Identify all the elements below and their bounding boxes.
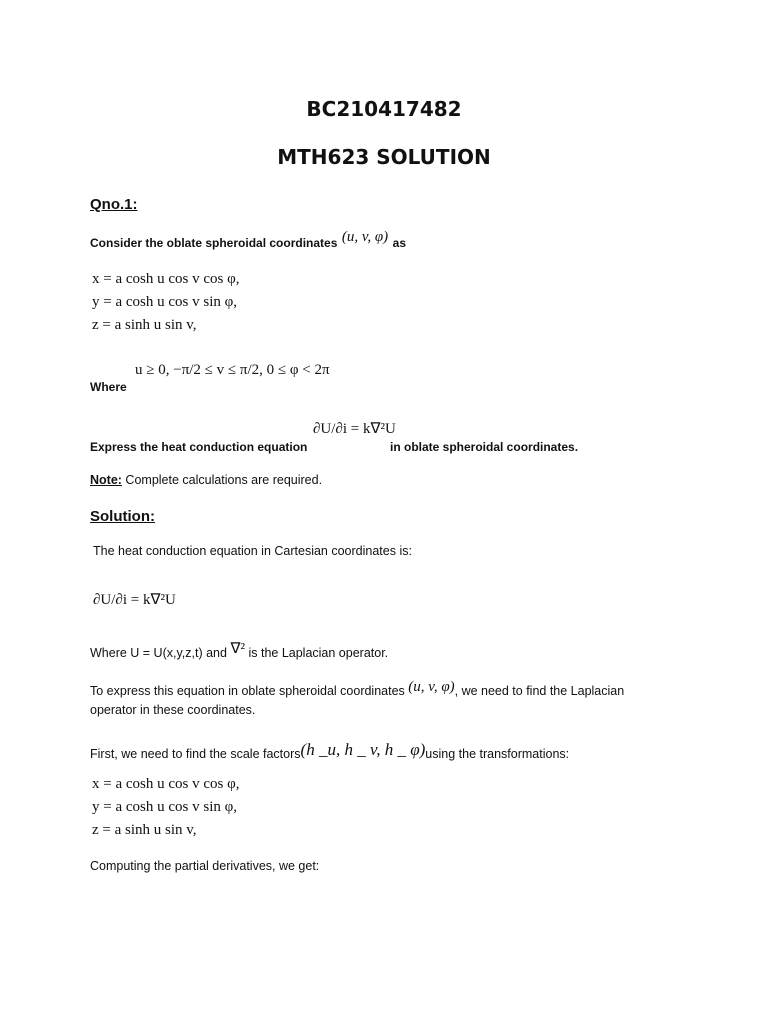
- solution-line2-a: Where U = U(x,y,z,t) and: [90, 646, 227, 660]
- note-text: Complete calculations are required.: [121, 473, 323, 487]
- solution-heat-equation: ∂U/∂i = k∇²U: [93, 592, 176, 608]
- solution-coords: (u, v, φ): [408, 679, 455, 695]
- scale-factors: (h _u, h _ v, h _ φ): [300, 740, 426, 759]
- question-equation-x: x = a cosh u cos v cos φ,: [92, 271, 240, 287]
- question-label: Qno.1:: [90, 196, 138, 213]
- express-text: Express the heat conduction equation: [90, 440, 308, 454]
- where-label: Where: [90, 380, 127, 394]
- solution-line4-a: First, we need to find the scale factors: [90, 747, 301, 761]
- solution-line1: The heat conduction equation in Cartesian coordinates is:: [93, 544, 412, 558]
- page-title: MTH623 SOLUTION: [277, 145, 491, 169]
- solution-label: Solution:: [90, 508, 155, 525]
- solution-line4: [90, 740, 570, 763]
- question-intro: [90, 229, 406, 252]
- solution-line3-b: , we need to find the Laplacian: [454, 684, 625, 698]
- question-equation-y: y = a cosh u cos v sin φ,: [92, 294, 238, 310]
- student-id: BC210417482: [306, 97, 462, 121]
- solution-line3: [90, 679, 625, 700]
- solution-line2: [90, 643, 388, 662]
- solution-line4-b: using the transformations:: [425, 747, 570, 761]
- solution-equations: [92, 773, 240, 842]
- solution-line3-a: To express this equation in oblate spheroidal coordinates: [90, 684, 405, 698]
- question-heat-equation: ∂U/∂i = k∇²U: [313, 421, 396, 437]
- question-equation-z: z = a sinh u sin v,: [92, 317, 197, 333]
- where-condition: u ≥ 0, −π/2 ≤ v ≤ π/2, 0 ≤ φ < 2π: [135, 362, 330, 378]
- nabla-symbol: ∇²: [230, 641, 245, 657]
- solution-equation-x: x = a cosh u cos v cos φ,: [92, 776, 240, 792]
- express-suffix: in oblate spheroidal coordinates.: [390, 440, 579, 454]
- question-equations: [92, 268, 240, 337]
- express-suffix-text: in oblate spheroidal coordinates: [390, 440, 575, 454]
- note-label: Note:: [90, 473, 122, 487]
- note: [90, 473, 322, 487]
- solution-line2-b: is the Laplacian operator.: [248, 646, 389, 660]
- question-coords: (u, v, φ): [341, 229, 389, 245]
- solution-line5: Computing the partial derivatives, we get:: [90, 859, 320, 873]
- solution-equation-y: y = a cosh u cos v sin φ,: [92, 799, 238, 815]
- solution-equation-z: z = a sinh u sin v,: [92, 822, 197, 838]
- question-intro-text: Consider the oblate spheroidal coordinates: [90, 236, 338, 250]
- question-intro-suffix: as: [392, 236, 406, 250]
- solution-line3-c: operator in these coordinates.: [90, 703, 256, 717]
